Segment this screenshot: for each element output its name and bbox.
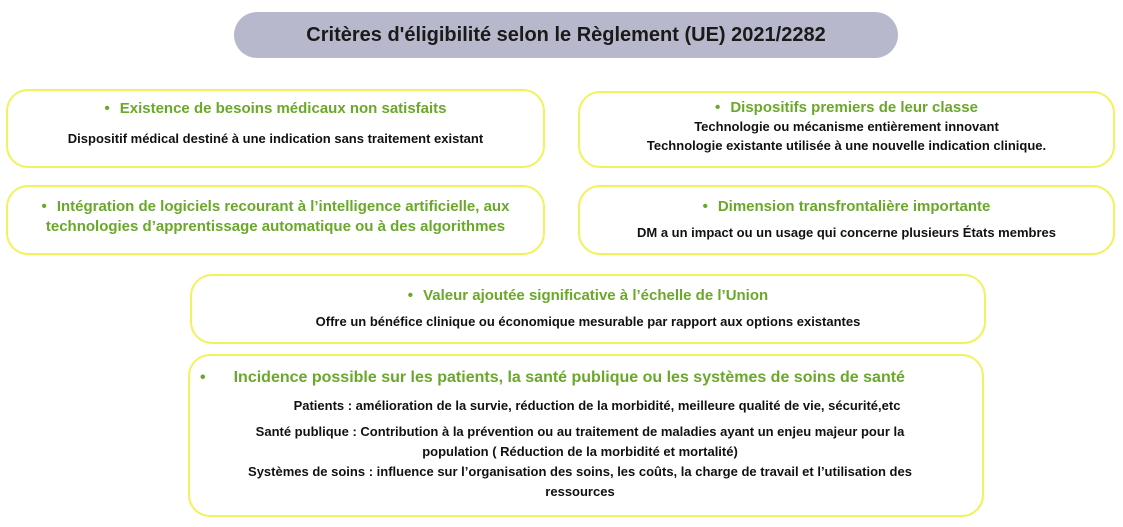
bullet-icon: • [200, 369, 206, 386]
criterion-health-impact [188, 354, 984, 517]
criterion-unmet-medical-needs [6, 89, 545, 168]
criterion-first-in-class [578, 91, 1115, 168]
bullet-icon: • [715, 99, 721, 116]
criterion-heading: • Dimension transfrontalière importante [702, 198, 991, 215]
criterion-union-added-value [190, 274, 986, 344]
criterion-heading: • Intégration de logiciels recourant à l’intelligence artificielle, aux technologies d’apprentissage automatique ou à des algorithmes [41, 198, 510, 235]
impact-health-systems: Systèmes de soins : influence sur l’organisation des soins, les coûts, la charge de travail et l’utilisation des ressources [248, 464, 912, 499]
impact-details [190, 396, 982, 502]
bullet-icon: • [104, 100, 110, 117]
criterion-description: Technologie existante utilisée à une nouvelle indication clinique. [646, 138, 1047, 153]
impact-public-health: Santé publique : Contribution à la prévention ou au traitement de maladies ayant un enjeu majeur pour la population ( Réduction de la morbidité et mortalité) [255, 424, 905, 459]
criterion-cross-border [578, 185, 1115, 255]
criterion-heading: • Incidence possible sur les patients, la santé publique ou les systèmes de soins de santé [200, 369, 905, 386]
criterion-description: DM a un impact ou un usage qui concerne plusieurs États membres [637, 225, 1056, 240]
criterion-heading: • Existence de besoins médicaux non satisfaits [104, 100, 447, 117]
criterion-description: Offre un bénéfice clinique ou économique mesurable par rapport aux options existantes [315, 314, 861, 329]
bullet-icon: • [407, 287, 414, 304]
criterion-ai-software [6, 185, 545, 255]
criterion-heading: • Dispositifs premiers de leur classe [715, 99, 978, 116]
diagram-title: Critères d'éligibilité selon le Règlement (UE) 2021/2282 [234, 12, 898, 58]
impact-patients: Patients : amélioration de la survie, réduction de la morbidité, meilleure qualité de vie, sécurité,etc [293, 398, 901, 413]
bullet-icon: • [702, 198, 708, 215]
criterion-heading: • Valeur ajoutée significative à l’échelle de l’Union [407, 287, 769, 304]
criterion-description: Dispositif médical destiné à une indication sans traitement existant [67, 131, 484, 146]
criterion-description: Technologie ou mécanisme entièrement innovant [694, 119, 999, 134]
bullet-icon: • [41, 198, 47, 215]
